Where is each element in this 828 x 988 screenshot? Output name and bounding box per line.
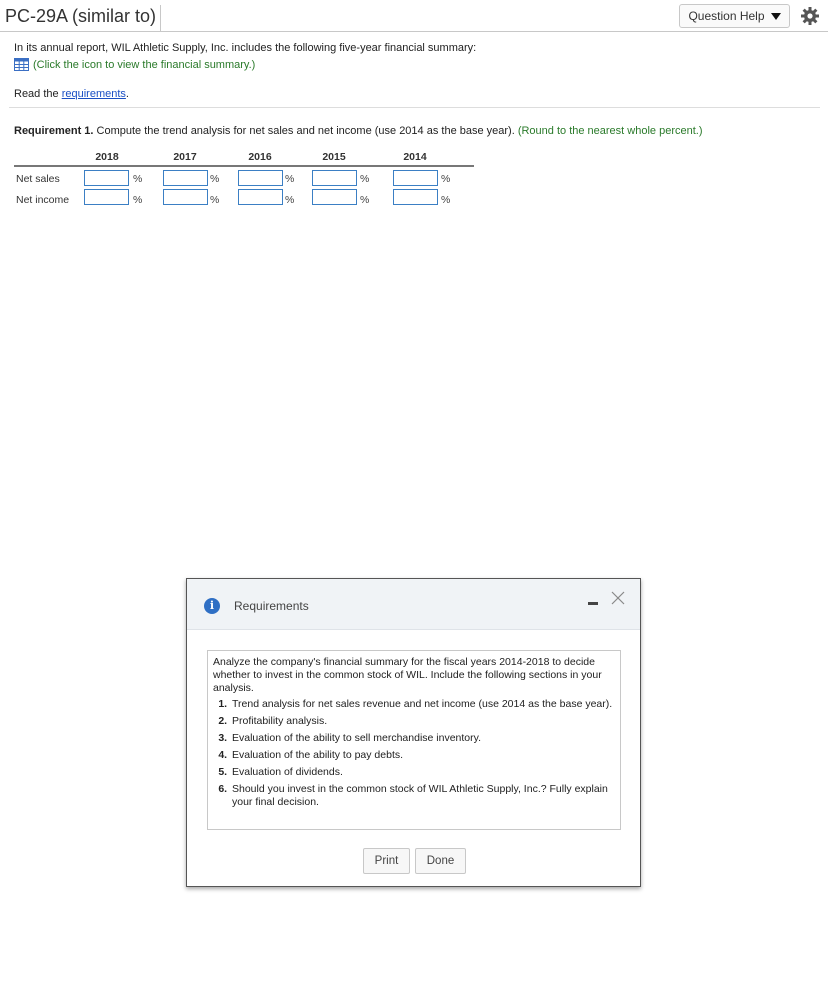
list-item: 2. Profitability analysis.	[230, 715, 615, 728]
net-sales-2014-input[interactable]	[393, 170, 438, 186]
requirements-link[interactable]: requirements	[61, 88, 126, 100]
requirements-list	[213, 698, 615, 809]
unit-percent: %	[285, 173, 295, 185]
financial-summary-link[interactable]	[14, 58, 255, 71]
year-header-2015: 2015	[322, 151, 346, 163]
dialog-header[interactable]	[187, 579, 640, 630]
close-icon[interactable]	[611, 591, 625, 605]
minimize-icon[interactable]	[588, 602, 598, 605]
requirement-1-text	[14, 125, 703, 137]
print-button[interactable]: Print	[363, 848, 410, 874]
unit-percent: %	[133, 194, 143, 206]
net-income-2018-input[interactable]	[84, 189, 129, 205]
requirements-dialog	[186, 578, 641, 887]
rounding-note: (Round to the nearest whole percent.)	[517, 125, 703, 137]
grid-icon[interactable]	[14, 58, 29, 71]
info-icon: i	[204, 598, 220, 614]
intro-text: In its annual report, WIL Athletic Supply, Inc. includes the following five-year financial summary:	[14, 42, 477, 54]
requirement-1-body: Compute the trend analysis for net sales and net income (use 2014 as the base year).	[93, 125, 518, 137]
unit-percent: %	[210, 194, 220, 206]
caret-down-icon	[771, 13, 781, 20]
unit-percent: %	[133, 173, 143, 185]
unit-percent: %	[360, 194, 370, 206]
requirements-intro: Analyze the company's financial summary for the fiscal years 2014-2018 to decide whether to invest in the common stock of WIL. Include the following sections in your analysis.	[213, 656, 602, 694]
net-sales-2018-input[interactable]	[84, 170, 129, 186]
unit-percent: %	[285, 194, 295, 206]
read-suffix: .	[125, 88, 129, 100]
year-header-2014: 2014	[403, 151, 427, 163]
net-sales-2015-input[interactable]	[312, 170, 357, 186]
question-help-label: Question Help	[688, 9, 765, 23]
list-item: 6. Should you invest in the common stock of WIL Athletic Supply, Inc.? Fully explain your final decision.	[230, 783, 615, 809]
net-sales-2016-input[interactable]	[238, 170, 283, 186]
unit-percent: %	[441, 173, 451, 185]
unit-percent: %	[441, 194, 451, 206]
read-prefix: Read the	[14, 88, 62, 100]
year-header-2016: 2016	[248, 151, 272, 163]
done-button[interactable]: Done	[415, 848, 466, 874]
table-header-rule	[14, 165, 474, 167]
divider	[9, 107, 820, 108]
requirements-content	[207, 650, 621, 830]
requirement-1-label: Requirement 1.	[14, 125, 94, 137]
list-item: 5. Evaluation of dividends.	[230, 766, 615, 779]
page-title: PC-29A (similar to)	[5, 5, 161, 31]
unit-percent: %	[360, 173, 370, 185]
list-item: 4. Evaluation of the ability to pay debts.	[230, 749, 615, 762]
net-income-2016-input[interactable]	[238, 189, 283, 205]
financial-summary-link-text[interactable]: (Click the icon to view the financial summary.)	[33, 58, 256, 71]
unit-percent: %	[210, 173, 220, 185]
net-income-2015-input[interactable]	[312, 189, 357, 205]
list-item: 1. Trend analysis for net sales revenue and net income (use 2014 as the base year).	[230, 698, 615, 711]
list-item: 3. Evaluation of the ability to sell merchandise inventory.	[230, 732, 615, 745]
year-header-2018: 2018	[95, 151, 119, 163]
year-header-2017: 2017	[173, 151, 197, 163]
net-sales-2017-input[interactable]	[163, 170, 208, 186]
net-income-2017-input[interactable]	[163, 189, 208, 205]
dialog-title: Requirements	[234, 599, 309, 613]
read-requirements-line	[14, 88, 129, 100]
row-label-net-sales: Net sales	[16, 173, 60, 185]
row-label-net-income: Net income	[16, 194, 70, 206]
gear-icon[interactable]	[800, 6, 820, 26]
header-bar	[0, 0, 828, 32]
question-help-button[interactable]	[679, 4, 790, 28]
net-income-2014-input[interactable]	[393, 189, 438, 205]
